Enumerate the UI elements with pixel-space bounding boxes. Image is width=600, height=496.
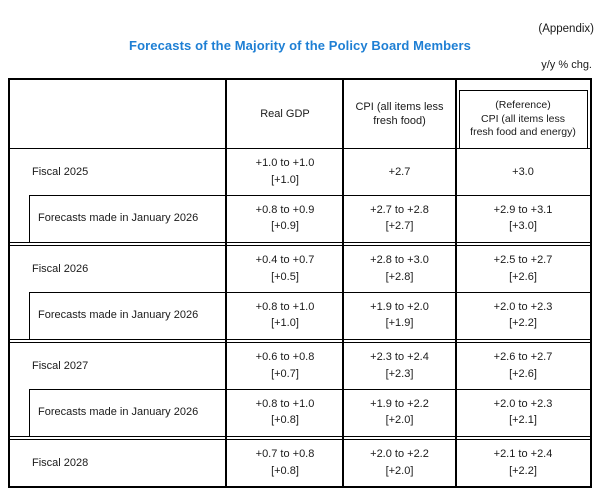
header-empty-cell [10,80,227,148]
reference-line2: CPI (all items less [480,112,565,125]
cpi-ex-median: [+2.2] [509,317,537,330]
row-label [10,246,227,293]
row-fiscal-2026 [10,246,590,293]
row-label-text: Fiscal 2028 [32,456,89,469]
row-label [10,343,227,390]
gdp-cell [227,149,343,196]
cpi-range: +1.9 to +2.0 [370,300,429,313]
gdp-range: +1.0 to +1.0 [255,157,315,170]
cpi-ex-cell [456,149,590,196]
cpi-median: [+2.0] [385,414,414,427]
cpi-ex-range: +2.5 to +2.7 [493,254,553,267]
header-real-gdp-label: Real GDP [260,107,310,120]
gdp-cell [227,343,343,390]
cpi-cell [343,389,456,436]
cpi-cell [343,246,456,293]
row-label-text: Forecasts made in January 2026 [38,212,199,225]
cpi-range: +2.3 to +2.4 [370,351,429,364]
cpi-ex-range: +2.0 to +2.3 [493,397,553,410]
unit-note: y/y % chg. [541,59,592,71]
row-fiscal-2025 [10,149,590,196]
gdp-range: +0.6 to +0.8 [255,351,315,364]
row-forecast-jan-2026 [10,195,590,242]
row-label [10,440,227,487]
gdp-cell [227,246,343,293]
cpi-ex-median: [+2.6] [509,367,537,380]
cpi-cell [343,292,456,339]
page-title: Forecasts of the Majority of the Policy Board Members [129,38,471,53]
gdp-range: +0.4 to +0.7 [255,254,315,267]
reference-line3: fresh food and energy) [470,126,576,138]
cpi-ex-range: +2.0 to +2.3 [493,300,553,313]
header-cpi-line2: fresh food) [373,114,426,127]
cpi-ex-cell [456,246,590,293]
appendix-label: (Appendix) [538,23,594,35]
row-label-text: Forecasts made in January 2026 [38,309,199,322]
header-cpi [343,80,456,148]
gdp-range: +0.8 to +1.0 [255,397,315,410]
cpi-median: [+2.8] [385,270,414,283]
header-cpi-line1: CPI (all items less [355,100,444,113]
row-fiscal-2028 [10,440,590,487]
row-forecast-jan-2026 [10,389,590,436]
cpi-ex-median: [+3.0] [509,220,537,233]
cpi-cell [343,440,456,487]
row-label-text: Forecasts made in January 2026 [38,406,199,419]
gdp-median: [+1.0] [271,173,299,186]
gdp-range: +0.8 to +1.0 [255,300,315,313]
cpi-ex-cell [456,343,590,390]
header-reference [456,80,590,148]
cpi-ex-median: [+2.2] [509,464,537,477]
gdp-cell [227,195,343,242]
gdp-median: [+0.8] [271,464,299,477]
gdp-median: [+0.7] [271,367,299,380]
cpi-ex-range: +2.9 to +3.1 [493,203,553,216]
cpi-median: [+2.0] [385,464,414,477]
gdp-median: [+0.5] [271,270,299,283]
cpi-range: +2.8 to +3.0 [370,254,429,267]
gdp-range: +0.8 to +0.9 [255,203,315,216]
cpi-ex-range: +3.0 [512,165,534,178]
row-fiscal-2027 [10,343,590,390]
cpi-ex-cell [456,195,590,242]
cpi-ex-cell [456,389,590,436]
forecast-table [8,78,592,488]
cpi-range: +2.7 [388,165,411,178]
header-row [10,80,590,149]
cpi-ex-cell [456,440,590,487]
gdp-cell [227,389,343,436]
cpi-cell [343,343,456,390]
cpi-median: [+2.3] [385,367,414,380]
cpi-range: +1.9 to +2.2 [370,397,429,410]
gdp-median: [+0.9] [271,220,299,233]
cpi-range: +2.7 to +2.8 [370,203,429,216]
cpi-ex-median: [+2.1] [509,414,537,427]
cpi-cell [343,149,456,196]
row-label [10,149,227,196]
cpi-ex-range: +2.1 to +2.4 [493,448,553,461]
cpi-median: [+1.9] [385,317,414,330]
cpi-ex-median: [+2.6] [509,270,537,283]
gdp-range: +0.7 to +0.8 [255,448,315,461]
row-label [10,389,227,436]
cpi-ex-range: +2.6 to +2.7 [493,351,553,364]
cpi-range: +2.0 to +2.2 [370,448,429,461]
row-forecast-jan-2026 [10,292,590,339]
gdp-median: [+1.0] [271,317,299,330]
header-real-gdp [227,80,343,148]
cpi-cell [343,195,456,242]
row-label [10,292,227,339]
cpi-ex-cell [456,292,590,339]
gdp-cell [227,292,343,339]
row-label-text: Fiscal 2025 [32,165,89,178]
reference-box [459,90,588,148]
reference-line1: (Reference) [495,99,551,111]
cpi-median: [+2.7] [385,220,414,233]
gdp-cell [227,440,343,487]
row-label-text: Fiscal 2026 [32,262,89,275]
row-label-text: Fiscal 2027 [32,359,89,372]
row-label [10,195,227,242]
gdp-median: [+0.8] [271,414,299,427]
